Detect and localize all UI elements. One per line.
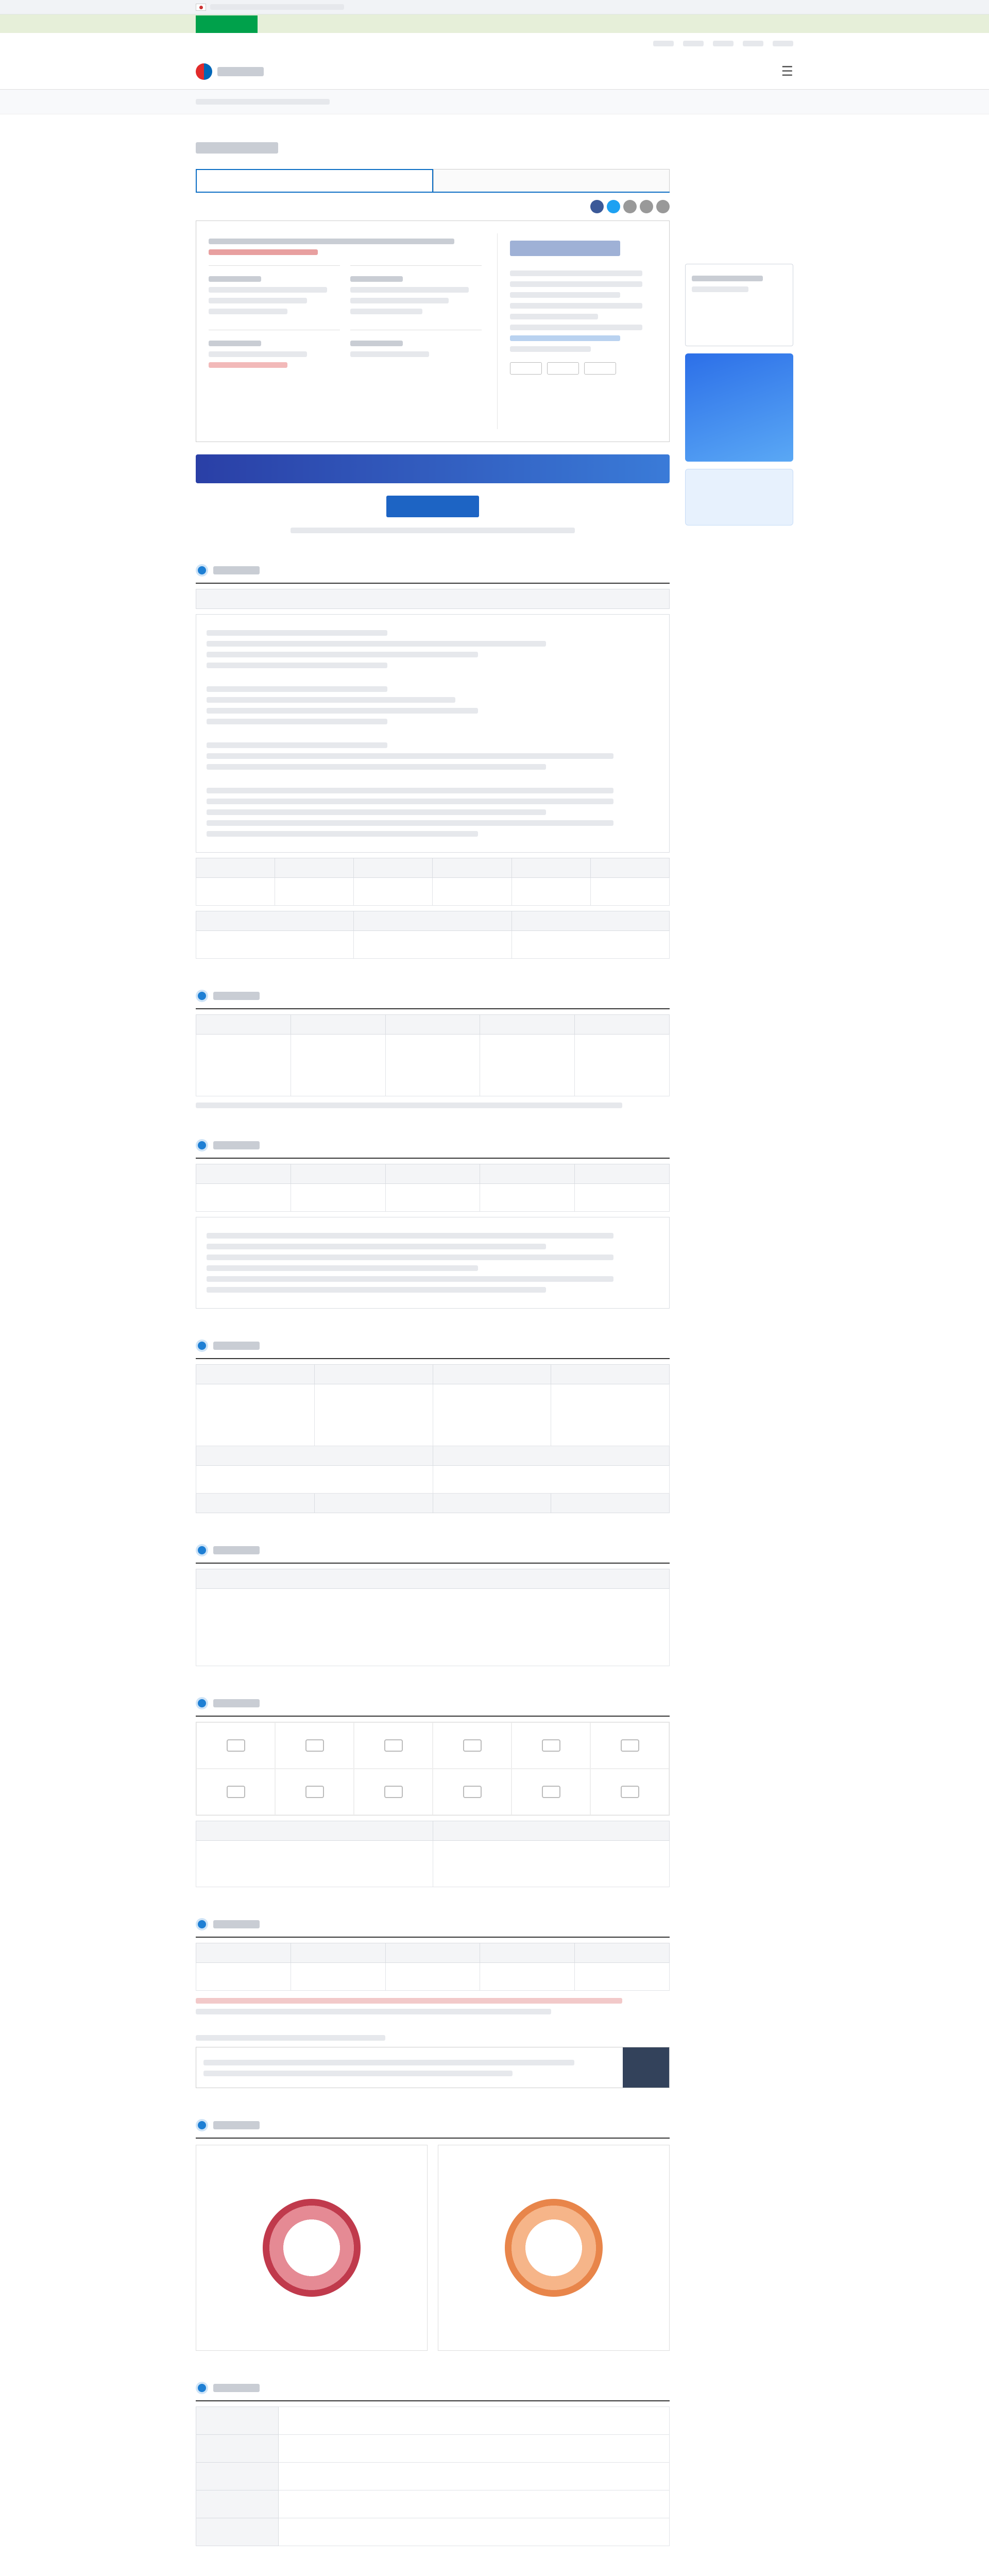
search-heading [196, 2035, 385, 2041]
section-2-note [196, 1103, 622, 1108]
logo-text [217, 67, 264, 76]
section-icon [196, 2382, 208, 2394]
right-sidebar [685, 264, 793, 526]
mode-tab-1[interactable] [196, 15, 258, 33]
tab-2[interactable] [433, 169, 670, 192]
section-7-warning [196, 1998, 622, 2004]
section-9 [196, 2382, 670, 2546]
utility-links [0, 33, 989, 54]
section-7-table [196, 1943, 670, 1991]
section-title [213, 1920, 260, 1928]
benefit-icon [511, 1722, 590, 1769]
benefit-icon [275, 1722, 354, 1769]
util-link[interactable] [743, 41, 763, 46]
summary-col-4 [350, 330, 482, 373]
section-4 [196, 1340, 670, 1513]
summary-col-2 [350, 265, 482, 319]
sidebar-ad[interactable] [685, 353, 793, 462]
company-button-3[interactable] [584, 362, 616, 375]
facebook-icon[interactable] [590, 200, 604, 213]
section-2-table [196, 1014, 670, 1096]
apply-notice [291, 528, 575, 533]
donut-chart-right [505, 2199, 603, 2297]
donut-chart-left [263, 2199, 361, 2297]
search-box [196, 2047, 670, 2088]
util-link[interactable] [713, 41, 734, 46]
sidebar-ad-2[interactable] [685, 469, 793, 526]
benefit-icon [196, 1769, 275, 1815]
sidebar-box[interactable] [685, 264, 793, 346]
section-4-table [196, 1364, 670, 1513]
section-1-body [196, 614, 670, 853]
section-title [213, 566, 260, 574]
company-button-1[interactable] [510, 362, 542, 375]
section-title [213, 1699, 260, 1707]
benefit-icon [590, 1722, 669, 1769]
gov-notice-text [210, 4, 344, 10]
section-title [213, 992, 260, 1000]
section-7-note [196, 2009, 551, 2014]
summary-tag [209, 249, 318, 255]
summary-heading [209, 239, 454, 244]
chart-panel-right [438, 2145, 670, 2351]
tab-1[interactable] [196, 169, 433, 192]
benefit-icon [433, 1722, 511, 1769]
logo-mark-icon [196, 63, 212, 80]
section-icon [196, 1544, 208, 1556]
company-info [497, 233, 657, 429]
section-icon [196, 1340, 208, 1352]
section-icon [196, 1139, 208, 1151]
chart-panel-left [196, 2145, 428, 2351]
benefit-icon [590, 1769, 669, 1815]
section-title [213, 2121, 260, 2129]
benefit-icon [511, 1769, 590, 1815]
benefit-icon [433, 1769, 511, 1815]
gov-notice-bar [0, 0, 989, 14]
section-1 [196, 564, 670, 959]
section-3-notes [196, 1217, 670, 1309]
summary-col-3 [209, 330, 340, 373]
benefit-grid [196, 1722, 670, 1816]
site-header [0, 54, 989, 90]
twitter-icon[interactable] [607, 200, 620, 213]
benefit-icon [354, 1769, 433, 1815]
section-3 [196, 1139, 670, 1309]
search-field[interactable] [196, 2047, 623, 2088]
detail-tabs [196, 169, 670, 193]
summary-col-1 [209, 265, 340, 319]
company-logo [510, 241, 620, 256]
section-2 [196, 990, 670, 1108]
section-1-table [196, 589, 670, 609]
section-icon [196, 990, 208, 1002]
benefit-icon [275, 1769, 354, 1815]
breadcrumb [0, 90, 989, 114]
section-icon [196, 1918, 208, 1930]
mode-bar [0, 14, 989, 33]
link-icon[interactable] [623, 200, 637, 213]
promo-banner[interactable] [196, 454, 670, 483]
apply-button[interactable] [386, 496, 479, 517]
flag-icon [196, 4, 206, 11]
menu-icon[interactable]: ☰ [781, 63, 793, 79]
job-summary [196, 221, 670, 442]
section-8 [196, 2119, 670, 2351]
search-button[interactable] [623, 2047, 669, 2088]
section-icon [196, 1697, 208, 1709]
chart-area [196, 2145, 670, 2351]
section-title [213, 1342, 260, 1350]
util-link[interactable] [773, 41, 793, 46]
section-5 [196, 1544, 670, 1666]
section-6-table [196, 1821, 670, 1887]
breadcrumb-trail[interactable] [196, 99, 330, 105]
util-link[interactable] [653, 41, 674, 46]
section-7 [196, 1918, 670, 2088]
section-title [213, 2384, 260, 2392]
section-1-table-3 [196, 911, 670, 959]
section-icon [196, 564, 208, 577]
main-content [196, 142, 670, 2576]
section-title [213, 1141, 260, 1149]
util-link[interactable] [683, 41, 704, 46]
benefit-icon [354, 1722, 433, 1769]
section-title [213, 1546, 260, 1554]
section-6 [196, 1697, 670, 1887]
scrap-icon[interactable] [656, 200, 670, 213]
share-row [196, 200, 670, 213]
section-9-table [196, 2406, 670, 2546]
page-title [196, 142, 278, 154]
company-button-2[interactable] [547, 362, 579, 375]
benefit-icon [196, 1722, 275, 1769]
section-3-table [196, 1164, 670, 1212]
section-icon [196, 2119, 208, 2131]
site-logo[interactable] [196, 63, 264, 80]
mode-tab-2[interactable] [258, 15, 319, 33]
section-1-table-2 [196, 858, 670, 906]
section-5-table [196, 1569, 670, 1666]
print-icon[interactable] [640, 200, 653, 213]
